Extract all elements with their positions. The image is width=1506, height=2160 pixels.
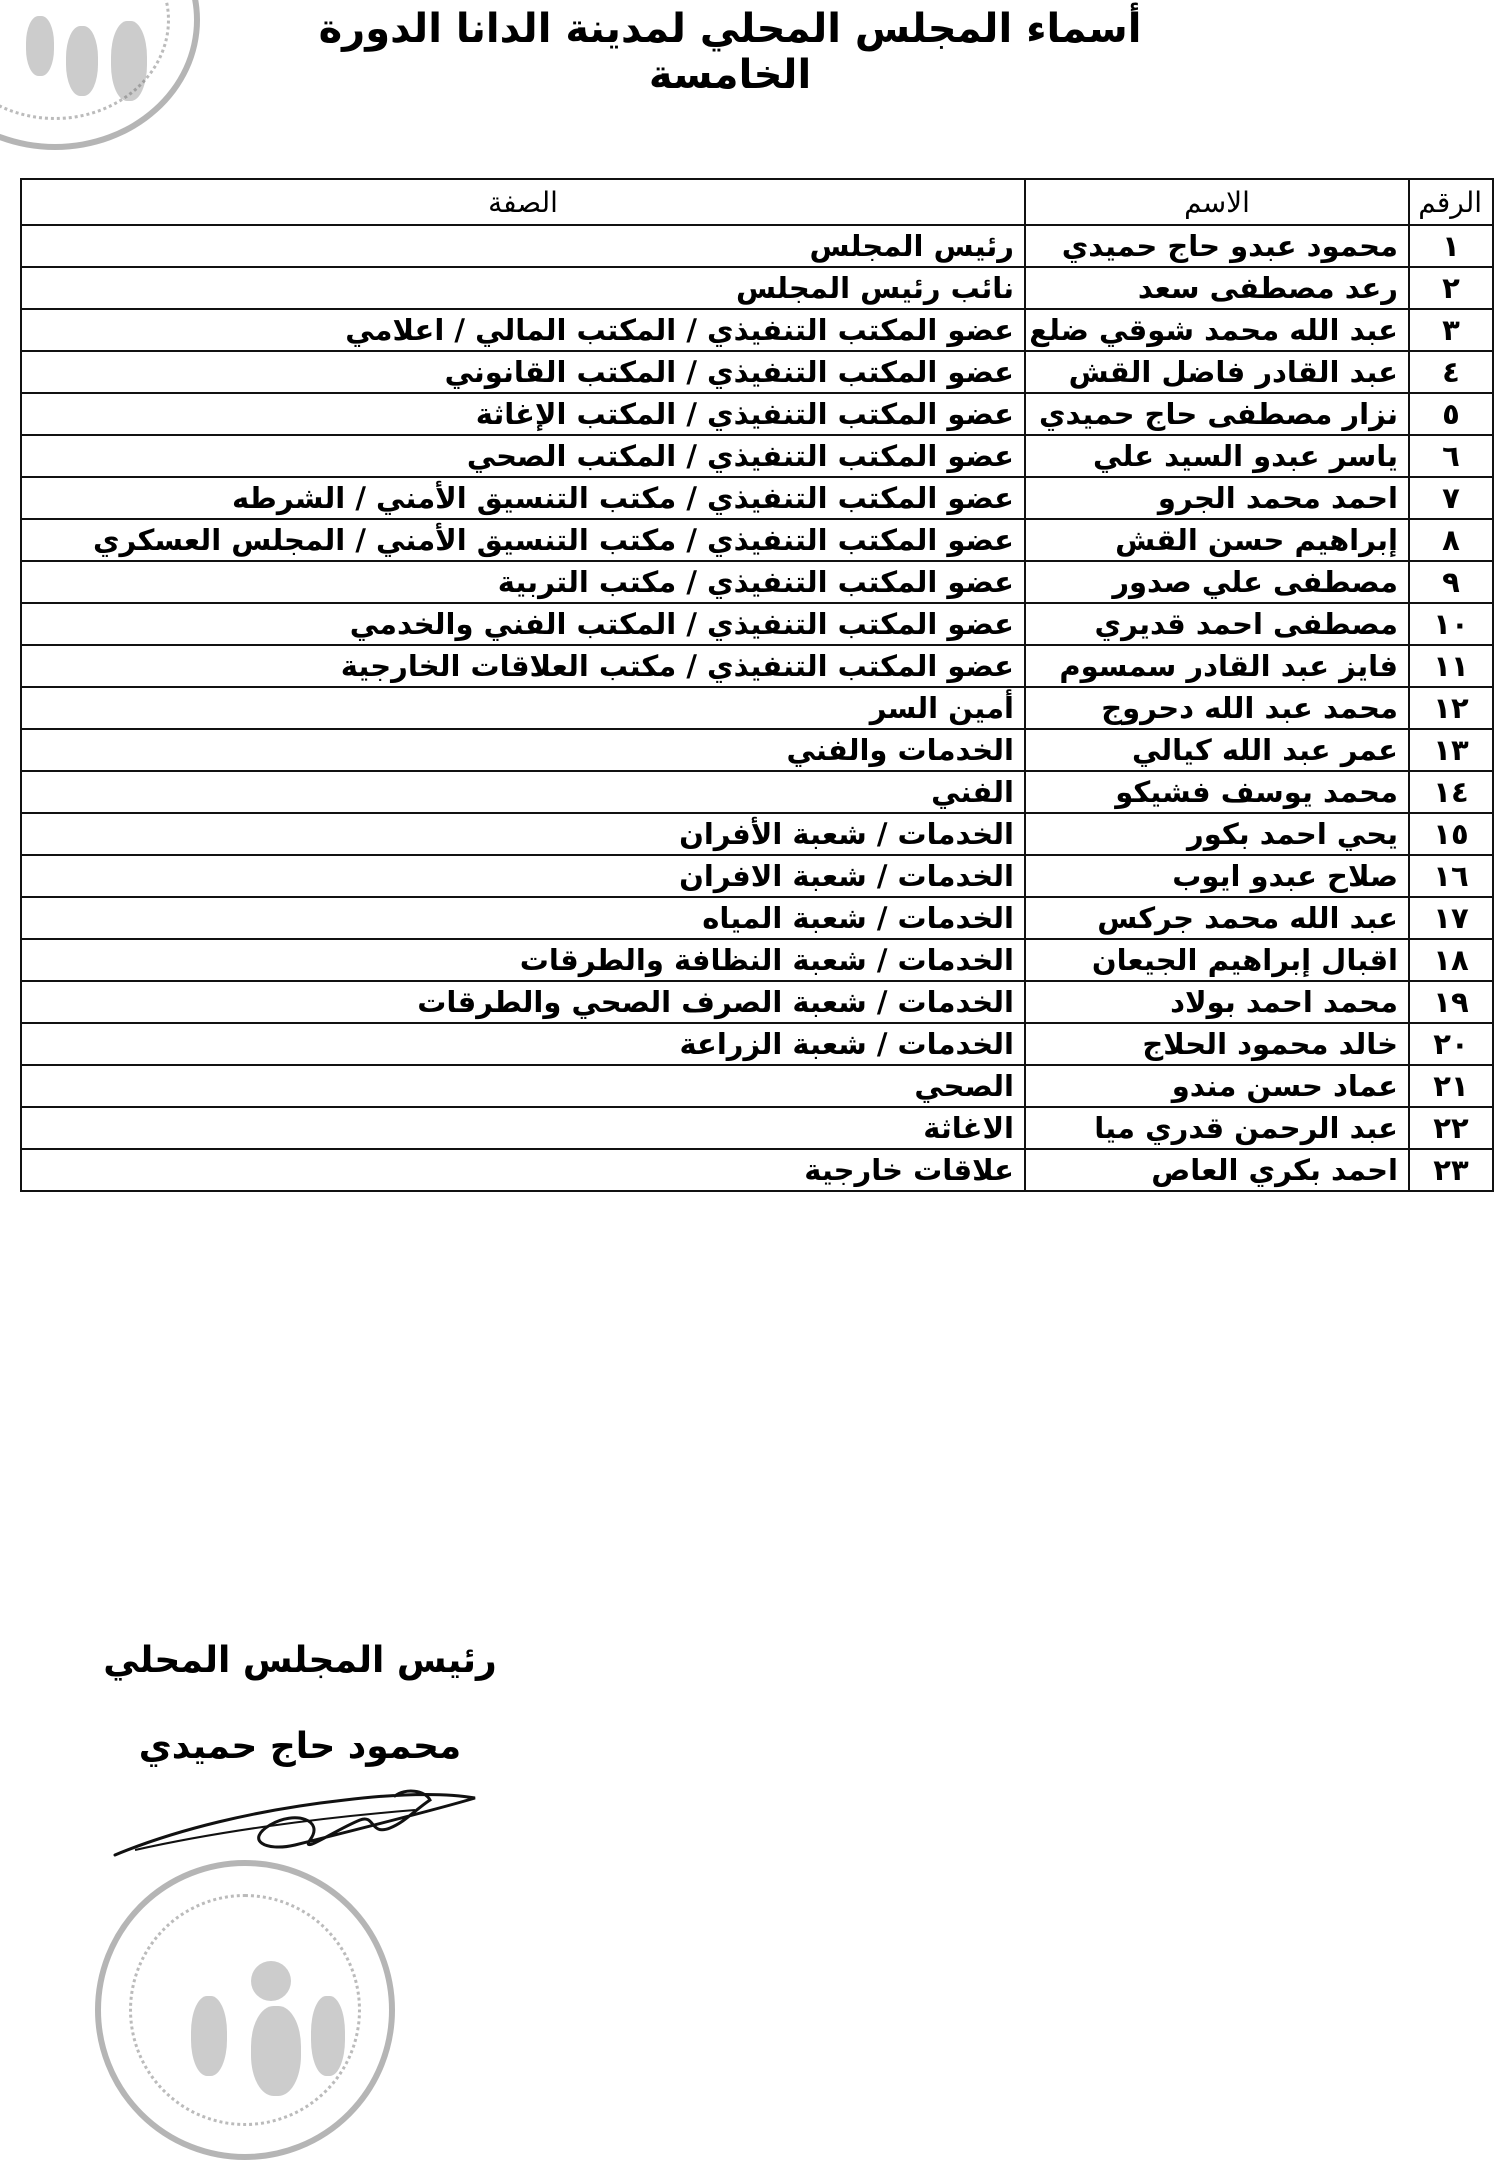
table-row [21, 855, 1493, 897]
row-number: ١٧ [1409, 897, 1493, 939]
table-row [21, 561, 1493, 603]
row-name: ياسر عبدو السيد علي [1025, 435, 1409, 477]
row-name: محمود عبدو حاج حميدي [1025, 225, 1409, 267]
row-name: احمد محمد الجرو [1025, 477, 1409, 519]
row-number: ٢ [1409, 267, 1493, 309]
table-row [21, 351, 1493, 393]
council-members-table [20, 178, 1494, 1192]
table-row [21, 435, 1493, 477]
table-row [21, 1065, 1493, 1107]
row-role: نائب رئيس المجلس [21, 267, 1025, 309]
page-title: أسماء المجلس المحلي لمدينة الدانا الدورة الخامسة [318, 6, 1142, 98]
row-role: الخدمات / شعبة النظافة والطرقات [21, 939, 1025, 981]
row-name: نزار مصطفى حاج حميدي [1025, 393, 1409, 435]
table-row [21, 897, 1493, 939]
row-role: الفني [21, 771, 1025, 813]
row-name: مصطفى علي صدور [1025, 561, 1409, 603]
row-name: يحي احمد بكور [1025, 813, 1409, 855]
row-role: الخدمات / شعبة الأفران [21, 813, 1025, 855]
table-body [21, 225, 1493, 1191]
row-number: ٥ [1409, 393, 1493, 435]
row-role: الاغاثة [21, 1107, 1025, 1149]
row-role: الصحي [21, 1065, 1025, 1107]
row-number: ٣ [1409, 309, 1493, 351]
row-number: ١٨ [1409, 939, 1493, 981]
table-row [21, 603, 1493, 645]
row-number: ١٥ [1409, 813, 1493, 855]
row-name: إبراهيم حسن القش [1025, 519, 1409, 561]
table-row [21, 225, 1493, 267]
row-name: احمد بكري العاص [1025, 1149, 1409, 1191]
row-role: عضو المكتب التنفيذي / مكتب العلاقات الخارجية [21, 645, 1025, 687]
signature-name: محمود حاج حميدي [138, 1726, 462, 1767]
row-number: ٧ [1409, 477, 1493, 519]
row-role: رئيس المجلس [21, 225, 1025, 267]
table-row [21, 309, 1493, 351]
row-name: محمد يوسف فشيكو [1025, 771, 1409, 813]
row-role: الخدمات / شعبة الصرف الصحي والطرقات [21, 981, 1025, 1023]
official-stamp-top [0, 0, 200, 150]
row-role: علاقات خارجية [21, 1149, 1025, 1191]
row-role: عضو المكتب التنفيذي / المكتب الإغاثة [21, 393, 1025, 435]
row-role: عضو المكتب التنفيذي / المكتب القانوني [21, 351, 1025, 393]
row-number: ١٩ [1409, 981, 1493, 1023]
table-row [21, 1149, 1493, 1191]
table-row [21, 1107, 1493, 1149]
table-row [21, 813, 1493, 855]
row-name: عمر عبد الله كيالي [1025, 729, 1409, 771]
row-name: محمد احمد بولاد [1025, 981, 1409, 1023]
row-role: عضو المكتب التنفيذي / المكتب المالي / اعلامي [21, 309, 1025, 351]
row-name: محمد عبد الله دحروج [1025, 687, 1409, 729]
table-row [21, 393, 1493, 435]
table-row [21, 687, 1493, 729]
table-row [21, 1023, 1493, 1065]
table-row [21, 267, 1493, 309]
table-row [21, 645, 1493, 687]
row-number: ١٦ [1409, 855, 1493, 897]
row-role: عضو المكتب التنفيذي / المكتب الفني والخدمي [21, 603, 1025, 645]
row-number: ١ [1409, 225, 1493, 267]
row-name: فايز عبد القادر سمسوم [1025, 645, 1409, 687]
row-name: صلاح عبدو ايوب [1025, 855, 1409, 897]
header-role: الصفة [21, 179, 1025, 225]
row-role: الخدمات / شعبة الافران [21, 855, 1025, 897]
row-role: الخدمات / شعبة الزراعة [21, 1023, 1025, 1065]
header-number: الرقم [1409, 179, 1493, 225]
row-role: الخدمات / شعبة المياه [21, 897, 1025, 939]
row-number: ١١ [1409, 645, 1493, 687]
row-name: عبد الله محمد شوقي ضلع [1025, 309, 1409, 351]
row-role: عضو المكتب التنفيذي / المكتب الصحي [21, 435, 1025, 477]
row-name: خالد محمود الحلاج [1025, 1023, 1409, 1065]
row-name: مصطفى احمد قديري [1025, 603, 1409, 645]
row-number: ١٠ [1409, 603, 1493, 645]
row-role: عضو المكتب التنفيذي / مكتب التربية [21, 561, 1025, 603]
table-header-row [21, 179, 1493, 225]
row-number: ٩ [1409, 561, 1493, 603]
official-stamp-bottom [95, 1860, 395, 2160]
table-row [21, 939, 1493, 981]
row-number: ٢٣ [1409, 1149, 1493, 1191]
header-name: الاسم [1025, 179, 1409, 225]
table-row [21, 771, 1493, 813]
row-number: ١٤ [1409, 771, 1493, 813]
row-role: عضو المكتب التنفيذي / مكتب التنسيق الأمني / الشرطه [21, 477, 1025, 519]
row-number: ١٣ [1409, 729, 1493, 771]
row-name: عبد الرحمن قدري ميا [1025, 1107, 1409, 1149]
row-number: ٨ [1409, 519, 1493, 561]
row-name: عماد حسن مندو [1025, 1065, 1409, 1107]
signature-title: رئيس المجلس المحلي [103, 1640, 497, 1681]
row-name: رعد مصطفى سعد [1025, 267, 1409, 309]
table-row [21, 519, 1493, 561]
row-role: أمين السر [21, 687, 1025, 729]
table-row [21, 729, 1493, 771]
row-name: اقبال إبراهيم الجيعان [1025, 939, 1409, 981]
row-number: ٢٢ [1409, 1107, 1493, 1149]
row-number: ٢٠ [1409, 1023, 1493, 1065]
table-row [21, 477, 1493, 519]
row-number: ٦ [1409, 435, 1493, 477]
handwritten-signature [95, 1770, 495, 1880]
row-number: ٢١ [1409, 1065, 1493, 1107]
row-number: ٤ [1409, 351, 1493, 393]
table-row [21, 981, 1493, 1023]
row-name: عبد الله محمد جركس [1025, 897, 1409, 939]
row-role: الخدمات والفني [21, 729, 1025, 771]
row-name: عبد القادر فاضل القش [1025, 351, 1409, 393]
row-number: ١٢ [1409, 687, 1493, 729]
row-role: عضو المكتب التنفيذي / مكتب التنسيق الأمني / المجلس العسكري [21, 519, 1025, 561]
